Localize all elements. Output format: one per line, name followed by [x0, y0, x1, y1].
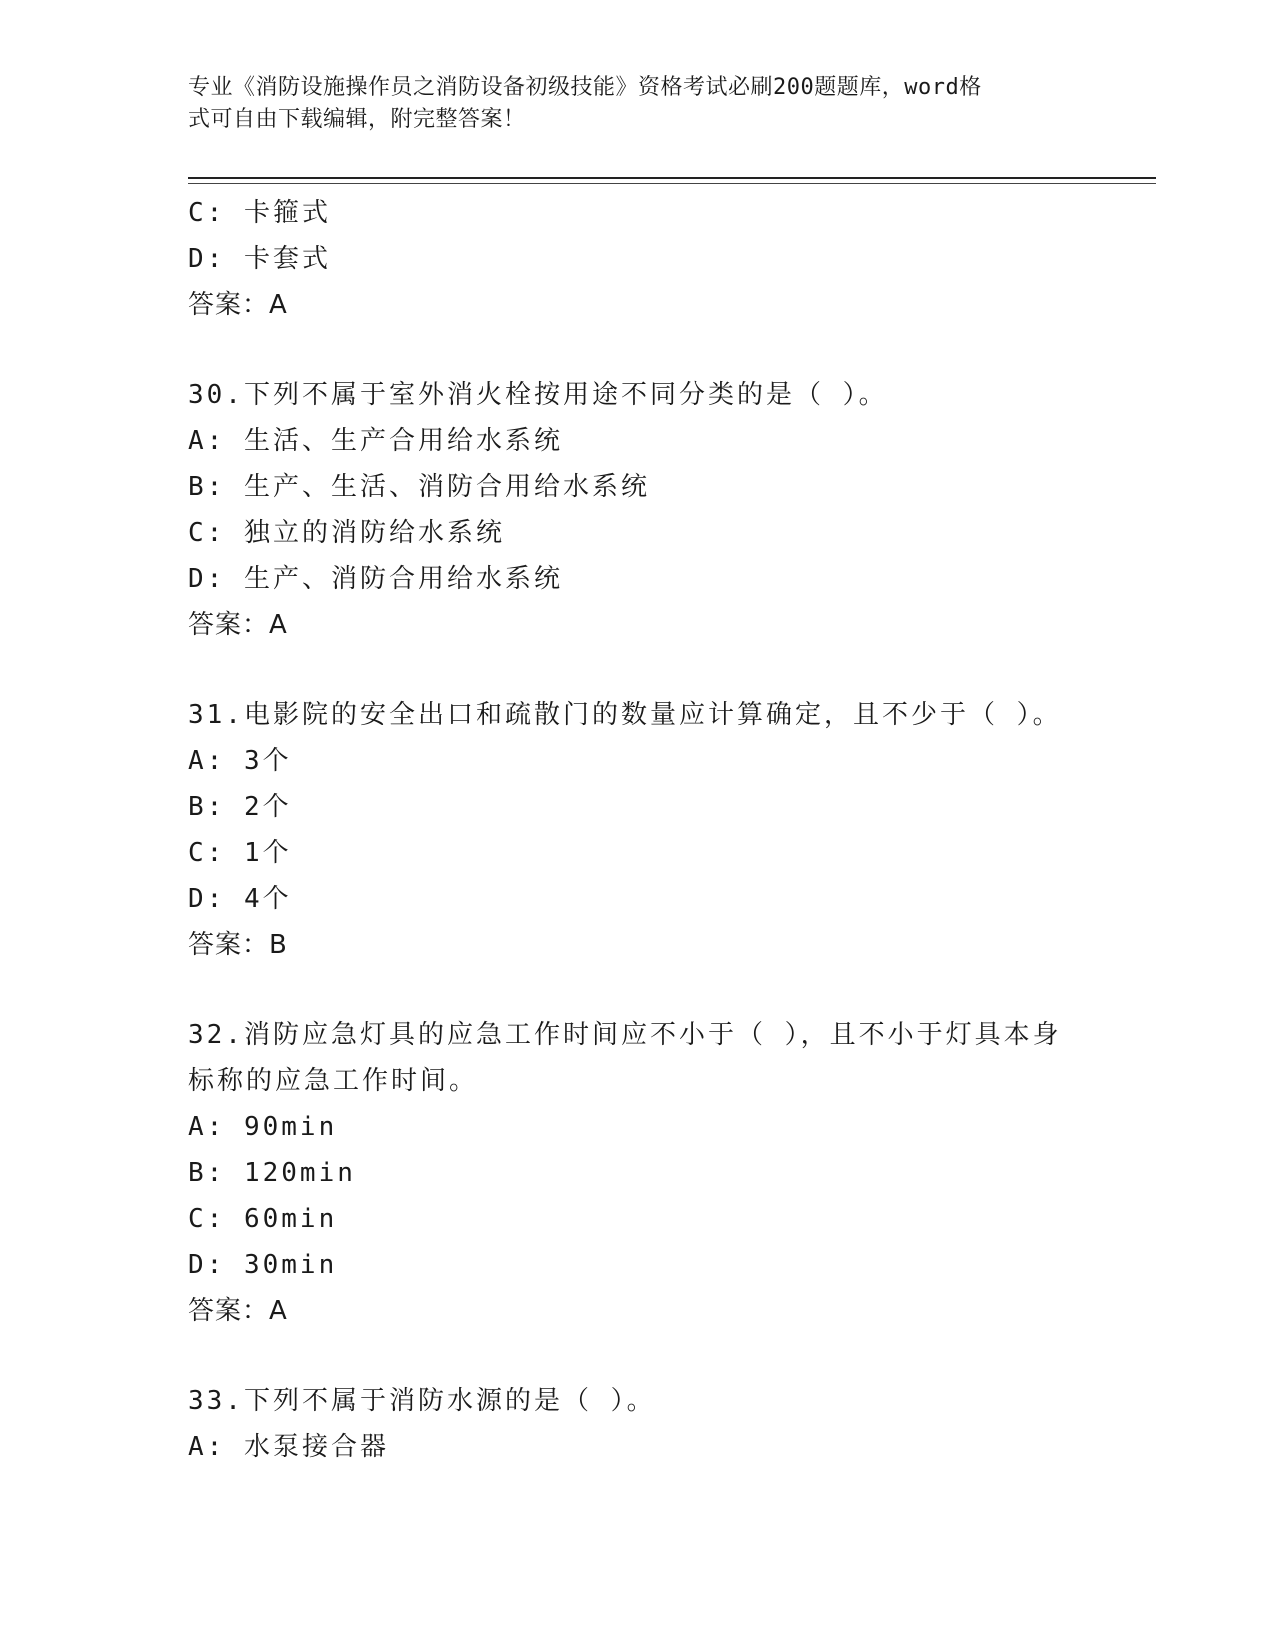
- question-title: 33.下列不属于消防水源的是（ ）。: [188, 1386, 656, 1416]
- question-33: [188, 1378, 1088, 1470]
- option-d: D: 30min: [188, 1250, 338, 1280]
- question-30: [188, 372, 1088, 648]
- spacer: [188, 968, 1088, 1012]
- question-29-continued: [188, 190, 1088, 328]
- option-c: C: 独立的消防给水系统: [188, 518, 505, 548]
- option-d: D: 生产、消防合用给水系统: [188, 564, 563, 594]
- spacer: [188, 328, 1088, 372]
- option-a: A: 3个: [188, 746, 292, 776]
- header-rule-thin: [188, 183, 1156, 184]
- question-title-line-2: 标称的应急工作时间。: [188, 1066, 479, 1096]
- header-rule-thick: [188, 177, 1156, 179]
- spacer: [188, 1334, 1088, 1378]
- answer-line: 答案：A: [188, 290, 288, 320]
- option-c: C: 60min: [188, 1204, 338, 1234]
- question-32: [188, 1012, 1088, 1334]
- option-a: A: 水泵接合器: [188, 1432, 389, 1462]
- option-b: B: 2个: [188, 792, 292, 822]
- option-c: C: 1个: [188, 838, 292, 868]
- question-31: [188, 692, 1088, 968]
- option-b: B: 生产、生活、消防合用给水系统: [188, 472, 650, 502]
- answer-line: 答案：A: [188, 1296, 288, 1326]
- header-line-2: 式可自由下载编辑，附完整答案！: [188, 107, 526, 132]
- option-a: A: 90min: [188, 1112, 338, 1142]
- question-title: 31.电影院的安全出口和疏散门的数量应计算确定，且不少于（ ）。: [188, 700, 1062, 730]
- question-title-line-1: 32.消防应急灯具的应急工作时间应不小于（ ），且不小于灯具本身: [188, 1020, 1062, 1050]
- option-a: A: 生活、生产合用给水系统: [188, 426, 563, 456]
- question-title: 30.下列不属于室外消火栓按用途不同分类的是（ ）。: [188, 380, 888, 410]
- question-list: [188, 190, 1088, 1470]
- option-d: D: 卡套式: [188, 244, 331, 274]
- answer-line: 答案：A: [188, 610, 288, 640]
- option-d: D: 4个: [188, 884, 292, 914]
- option-b: B: 120min: [188, 1158, 356, 1188]
- document-header: [188, 72, 1068, 136]
- answer-line: 答案：B: [188, 930, 288, 960]
- spacer: [188, 648, 1088, 692]
- option-c: C: 卡箍式: [188, 198, 331, 228]
- header-line-1: 专业《消防设施操作员之消防设备初级技能》资格考试必刷200题题库，word格: [188, 75, 982, 100]
